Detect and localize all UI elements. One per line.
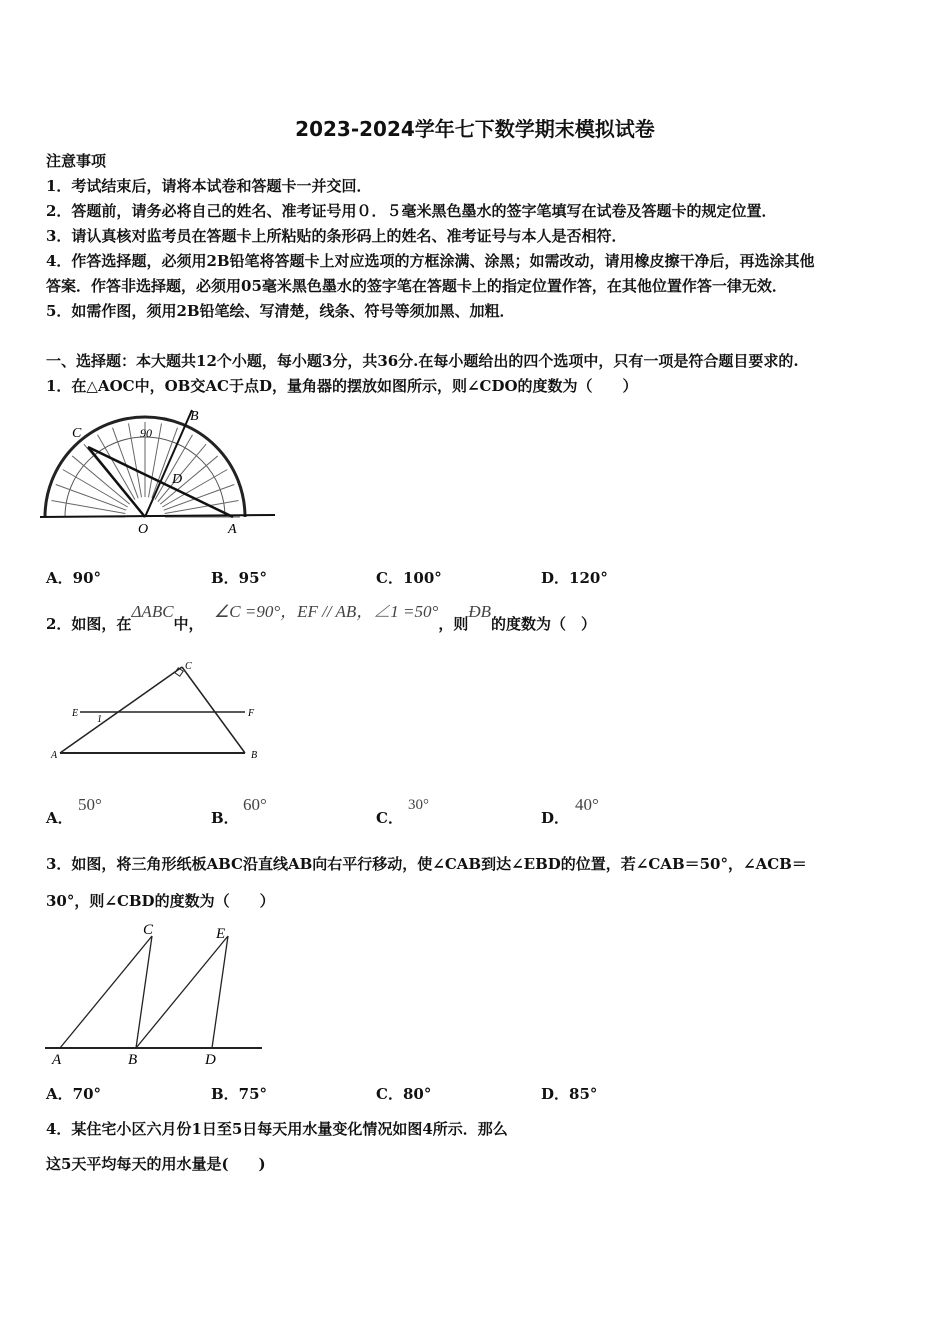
q2-suffix: 的度数为（ ） <box>491 615 597 633</box>
q2-option-a-value: 50° <box>78 795 102 814</box>
q3-option-d[interactable]: D．85° <box>541 1085 598 1103</box>
q2-prefix: 2．如图，在 <box>46 615 132 633</box>
question-2 <box>46 602 597 633</box>
q1-option-d[interactable]: D．120° <box>541 569 608 587</box>
label-e: E <box>216 926 226 942</box>
label-a: A <box>228 522 237 537</box>
note-item: 5．如需作图，须用2B铅笔绘、写清楚，线条、符号等须加黑、加粗． <box>46 302 515 320</box>
question-4-line1: 4．某住宅小区六月份1日至5日每天用水量变化情况如图4所示．那么 <box>46 1120 508 1138</box>
label-b: B <box>128 1052 138 1068</box>
note-item: 2．答题前，请务必将自己的姓名、准考证号用０．５毫米黑色墨水的签字笔填写在试卷及答题卡的规定位置． <box>46 202 777 220</box>
q3-option-a[interactable]: A．70° <box>46 1085 102 1103</box>
q2-option-a[interactable]: A． <box>46 809 73 827</box>
section-heading: 一、选择题：本大题共12个小题，每小题3分，共36分.在每小题给出的四个选项中，只有一项是符合题目要求的. <box>46 352 799 370</box>
q2-mid: 中， <box>173 615 204 633</box>
label-o: O <box>138 522 149 537</box>
q2-option-b[interactable]: B． <box>211 809 239 827</box>
q2-angle: ÐB <box>468 602 491 621</box>
note-item: 答案．作答非选择题，必须用05毫米黑色墨水的签字笔在答题卡上的指定位置作答，在其他位置作答一律无效． <box>46 277 787 295</box>
label-c: C <box>72 426 82 441</box>
notes-heading: 注意事项 <box>46 152 107 170</box>
page-title: 2023-2024学年七下数学期末模拟试卷 <box>295 117 655 141</box>
label-c: C <box>143 922 154 938</box>
label-b: B <box>190 409 199 424</box>
question-3-line2: 30°，则∠CBD的度数为（ ） <box>46 892 275 910</box>
q1-option-b[interactable]: B．95° <box>211 569 268 587</box>
q2-option-d[interactable]: D． <box>541 809 570 827</box>
q2-option-c-value: 30° <box>408 797 429 813</box>
q2-option-d-value: 40° <box>575 795 599 814</box>
label-90: 90 <box>140 426 152 440</box>
protractor-ray <box>56 485 126 511</box>
label-c: C <box>185 661 192 672</box>
label-b: B <box>251 750 258 761</box>
q1-option-c[interactable]: C．100° <box>376 569 442 587</box>
question-1: 1．在△AOC中，OB交AC于点D，量角器的摆放如图所示，则∠CDO的度数为（ ） <box>46 377 638 395</box>
q2-option-c[interactable]: C． <box>376 809 403 827</box>
q1-option-a[interactable]: A．90° <box>46 569 102 587</box>
q2-option-b-value: 60° <box>243 795 267 814</box>
label-1: 1 <box>97 714 102 725</box>
triangle-ef-figure <box>45 655 275 765</box>
label-d: D <box>205 1052 216 1068</box>
protractor-ray <box>113 428 139 498</box>
translated-triangle-figure <box>40 918 270 1070</box>
label-a: A <box>52 1052 62 1068</box>
label-d: D <box>172 472 183 487</box>
q2-triangle: ΔABC <box>131 602 174 621</box>
q3-option-b[interactable]: B．75° <box>211 1085 268 1103</box>
label-a: A <box>51 750 58 761</box>
note-item: 1．考试结束后，请将本试卷和答题卡一并交回． <box>46 177 372 195</box>
q3-option-c[interactable]: C．80° <box>376 1085 432 1103</box>
protractor-ray <box>51 501 125 514</box>
label-e: E <box>72 708 79 719</box>
note-item: 3．请认真核对监考员在答题卡上所粘贴的条形码上的姓名、准考证号与本人是否相符． <box>46 227 627 245</box>
question-3-line1: 3．如图，将三角形纸板ABC沿直线AB向右平行移动，使∠CAB到达∠EBD的位置，若∠CAB＝50°，∠ACB＝ <box>46 855 807 873</box>
q2-conditions: ∠C =90°，EF // AB，∠1 =50° <box>214 602 439 621</box>
protractor-figure <box>40 405 280 540</box>
question-4-line2: 这5天平均每天的用水量是( ) <box>46 1155 266 1173</box>
note-item: 4．作答选择题，必须用2B铅笔将答题卡上对应选项的方框涂满、涂黑；如需改动，请用橡皮擦干净后，再选涂其他 <box>46 252 815 270</box>
label-f: F <box>248 708 255 719</box>
q2-then: ，则 <box>438 615 469 633</box>
